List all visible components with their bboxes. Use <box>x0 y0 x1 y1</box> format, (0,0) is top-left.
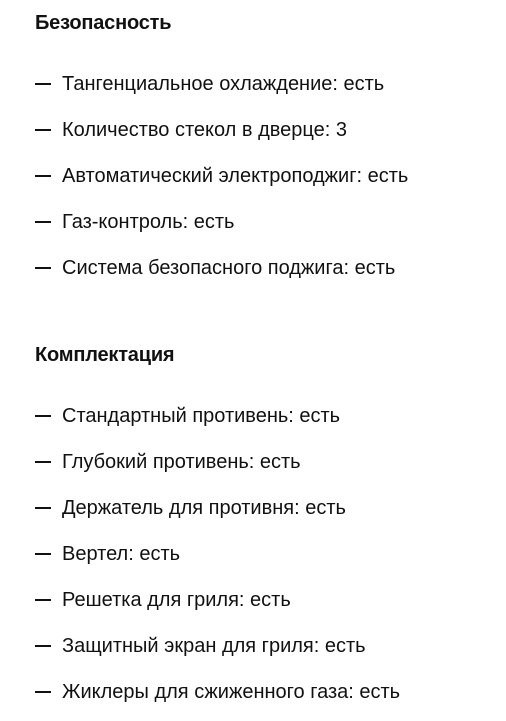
dash-bullet-icon <box>35 507 51 509</box>
spec-item-grill-rack <box>35 577 495 623</box>
spec-item-safe-ignition <box>35 245 495 291</box>
spec-item-gas-control <box>35 199 495 245</box>
dash-bullet-icon <box>35 599 51 601</box>
spec-item-standard-tray <box>35 393 495 439</box>
section-title-kit: Комплектация <box>35 344 175 366</box>
dash-bullet-icon <box>35 415 51 417</box>
spec-item-label: Газ-контроль: есть <box>62 211 235 233</box>
dash-bullet-icon <box>35 645 51 647</box>
spec-item-label: Тангенциальное охлаждение: есть <box>62 73 385 95</box>
spec-item-spit <box>35 531 495 577</box>
spec-item-deep-tray <box>35 439 495 485</box>
safety-spec-list <box>35 61 495 291</box>
dash-bullet-icon <box>35 691 51 693</box>
spec-item-label: Автоматический электроподжиг: есть <box>62 165 409 187</box>
spec-item-label: Глубокий противень: есть <box>62 451 301 473</box>
spec-item-auto-ignition <box>35 153 495 199</box>
dash-bullet-icon <box>35 175 51 177</box>
spec-item-label: Вертел: есть <box>62 543 181 565</box>
dash-bullet-icon <box>35 461 51 463</box>
section-title-safety: Безопасность <box>35 12 172 34</box>
spec-item-label: Держатель для противня: есть <box>62 497 346 519</box>
spec-item-label: Количество стекол в дверце: 3 <box>62 119 347 141</box>
dash-bullet-icon <box>35 83 51 85</box>
spec-item-label: Стандартный противень: есть <box>62 405 341 427</box>
spec-item-tangential-cooling <box>35 61 495 107</box>
spec-item-grill-shield <box>35 623 495 669</box>
spec-item-label: Защитный экран для гриля: есть <box>62 635 366 657</box>
spec-item-label: Система безопасного поджига: есть <box>62 257 396 279</box>
spec-item-lpg-nozzles <box>35 669 495 715</box>
dash-bullet-icon <box>35 267 51 269</box>
safety-section <box>35 9 495 291</box>
kit-spec-list <box>35 393 495 715</box>
spec-item-door-glass-count <box>35 107 495 153</box>
spec-item-label: Решетка для гриля: есть <box>62 589 291 611</box>
dash-bullet-icon <box>35 129 51 131</box>
dash-bullet-icon <box>35 221 51 223</box>
kit-section <box>35 341 495 715</box>
spec-item-tray-holder <box>35 485 495 531</box>
spec-item-label: Жиклеры для сжиженного газа: есть <box>62 681 401 703</box>
dash-bullet-icon <box>35 553 51 555</box>
